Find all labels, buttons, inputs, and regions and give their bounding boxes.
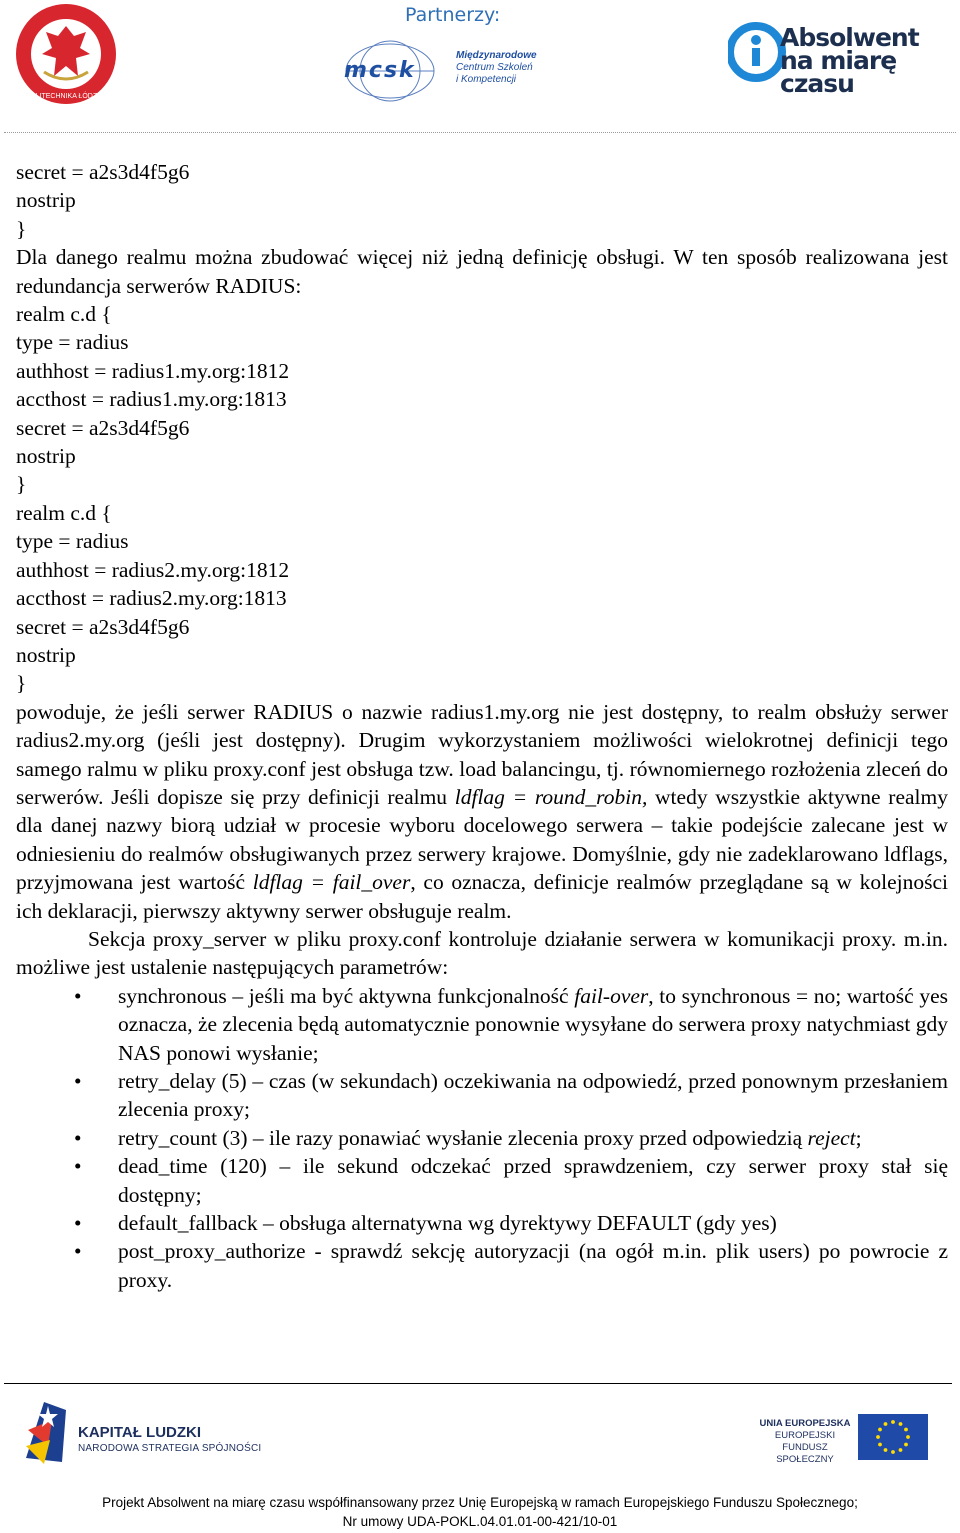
code-line: type = radius xyxy=(16,529,129,554)
absolwent-text xyxy=(780,23,919,98)
logo-ring-text: POLITECHNIKA ŁÓDZKA xyxy=(25,93,107,100)
eu-logo xyxy=(756,1414,931,1465)
para2-italic-1: ldflag = round_robin, xyxy=(454,784,648,809)
list-item xyxy=(16,982,948,1067)
code-line: nostrip xyxy=(16,188,76,213)
para2-text-2: wtedy wszystkie aktywne realmy dla danej nazwy biorą udział w procesie wyboru docelowego serwera – takie podejście zalecane jest w odniesieniu do realmów obsługiwanych przez serwery krajowe. Domyślnie, gdy nie zadeklarowano ldflags, przyjmowana jest wartość xyxy=(16,784,948,895)
eu-star-icon xyxy=(891,1450,895,1454)
code-line: secret = a2s3d4f5g6 xyxy=(16,160,190,184)
code-line: } xyxy=(16,472,27,497)
code-line: authhost = radius2.my.org:1812 xyxy=(16,557,290,582)
kl-subtitle: NARODOWA STRATEGIA SPÓJNOŚCI xyxy=(78,1443,262,1454)
eu-star-icon xyxy=(884,1448,888,1452)
code-line: nostrip xyxy=(16,444,76,469)
list-item-text: reject xyxy=(807,1125,856,1150)
code-line: } xyxy=(16,671,27,696)
eu-star-icon xyxy=(891,1420,895,1424)
header-divider xyxy=(4,132,956,133)
list-item xyxy=(16,1152,948,1209)
eu-line1: UNIA EUROPEJSKA xyxy=(759,1418,851,1429)
eu-flag-icon xyxy=(858,1414,928,1460)
code-block-2 xyxy=(16,300,948,698)
document-body xyxy=(16,158,948,1294)
list-item-text: synchronous – jeśli ma być aktywna funkcjonalność xyxy=(118,983,575,1008)
code-line: accthost = radius2.my.org:1813 xyxy=(16,586,287,611)
list-item-text: fail-over xyxy=(574,983,649,1008)
list-item xyxy=(16,1067,948,1124)
page-header xyxy=(0,0,960,135)
para2-text-1: powoduje, że jeśli serwer RADIUS o nazwie radius1.my.org nie jest dostępny, to realm obsłuży serwer radius2.my.org (jeśli jest dostępny). Drugim wykorzystaniem możliwości wielokrotnej definicji tego samego ralmu w pliku proxy.conf jest obsługa tzw. load balancingu, tj. równomiernego rozłożenia zleceń do serwerów. Jeśli dopisze się przy definicji realmu xyxy=(16,699,948,809)
code-line: secret = a2s3d4f5g6 xyxy=(16,614,190,639)
bullet-icon: • xyxy=(74,1069,82,1093)
absolwent-line1: Absolwent xyxy=(780,23,919,52)
partners-label: Partnerzy: xyxy=(405,4,501,26)
list-item-text: default_fallback – obsługa alternatywna wg dyrektywy DEFAULT (gdy yes) xyxy=(118,1211,777,1236)
eu-star-icon xyxy=(884,1422,888,1426)
footer-line1: Projekt Absolwent na miarę czasu współfinansowany przez Unię Europejską w ramach Europejskiego Funduszu Społecznego; xyxy=(102,1495,858,1510)
eu-line2: EUROPEJSKI xyxy=(774,1430,836,1441)
bullet-icon: • xyxy=(74,1154,82,1179)
absolwent-line2: na miarę xyxy=(780,46,897,75)
kapital-ludzki-logo xyxy=(22,1400,272,1472)
eu-star-icon xyxy=(904,1443,908,1447)
bullet-icon: • xyxy=(74,1211,82,1236)
paragraph-redundancy: Dla danego realmu można zbudować więcej niż jedną definicję obsługi. W ten sposób realizowana jest redundancja serwerów RADIUS: xyxy=(16,245,948,298)
paragraph-proxy-server: Sekcja proxy_server w pliku proxy.conf kontroluje działanie serwera w komunikacji proxy. m.in. możliwe jest ustalenie następujących parametrów: xyxy=(16,926,948,980)
code-line: accthost = radius1.my.org:1813 xyxy=(16,387,287,412)
politechnika-lodzka-logo xyxy=(14,2,118,106)
eu-line3: FUNDUSZ SPOŁECZNY xyxy=(776,1442,834,1465)
list-item xyxy=(16,1124,948,1152)
code-line: } xyxy=(16,216,27,241)
code-line: nostrip xyxy=(16,642,76,667)
eu-text xyxy=(756,1418,854,1466)
para2-italic-2: ldflag = fail_over xyxy=(252,870,411,895)
absolwent-line3: czasu xyxy=(780,69,854,98)
list-item-text: ; xyxy=(855,1125,862,1150)
list-item-text: post_proxy_authorize - sprawdź sekcję autoryzacji (na ogół m.in. plik users) po powrocie z proxy. xyxy=(118,1239,948,1292)
mcsk-subtitle xyxy=(456,50,537,86)
absolwent-logo xyxy=(728,6,953,101)
list-item xyxy=(16,1209,948,1237)
footer-funding-note xyxy=(0,1493,960,1531)
eu-star-icon xyxy=(876,1435,880,1439)
eu-star-icon xyxy=(899,1448,903,1452)
list-item-text: , to synchronous = no; wartość yes oznacza, że zlecenia będą automatycznie ponownie wysyłane do serwera proxy natychmiast gdy NAS ponowi wysłanie; xyxy=(118,983,949,1065)
list-item-text: retry_delay (5) – czas (w sekundach) oczekiwania na odpowiedź, przed ponownym przesłaniem zlecenia proxy; xyxy=(118,1069,948,1122)
parameter-list xyxy=(16,982,948,1294)
mcsk-brand-text: mcsk xyxy=(344,58,416,83)
code-block-1 xyxy=(16,158,948,243)
eu-star-icon xyxy=(904,1428,908,1432)
mcsk-line2: Centrum Szkoleń xyxy=(456,62,533,73)
paragraph-load-balancing xyxy=(16,698,948,925)
bullet-icon: • xyxy=(74,983,82,1008)
list-item-text: retry_count (3) – ile razy ponawiać wysłanie zlecenia proxy przed odpowiedzią xyxy=(118,1125,808,1150)
code-line: authhost = radius1.my.org:1812 xyxy=(16,358,290,383)
code-line: realm c.d { xyxy=(16,500,112,525)
footer-divider xyxy=(4,1383,952,1384)
list-item xyxy=(16,1237,948,1294)
eu-star-icon xyxy=(899,1422,903,1426)
para2-text-3: , co oznacza, definicje realmów przeglądane są w kolejności ich deklaracji, pierwszy aktywny serwer obsługuje realm. xyxy=(16,870,948,923)
code-line: type = radius xyxy=(16,330,129,355)
list-item-text: dead_time (120) – ile sekund odczekać przed sprawdzeniem, czy serwer proxy stał się dostępny; xyxy=(118,1154,948,1207)
mcsk-line1: Międzynarodowe xyxy=(456,50,537,61)
eu-star-icon xyxy=(906,1435,910,1439)
eu-star-icon xyxy=(878,1443,882,1447)
kl-title: KAPITAŁ LUDZKI xyxy=(78,1424,202,1441)
bullet-icon: • xyxy=(74,1125,82,1150)
eu-star-icon xyxy=(878,1428,882,1432)
footer-line2: Nr umowy UDA-POKL.04.01.01-00-421/10-01 xyxy=(342,1514,618,1529)
mcsk-line3: i Kompetencji xyxy=(456,74,517,85)
bullet-icon: • xyxy=(74,1239,82,1264)
code-line: secret = a2s3d4f5g6 xyxy=(16,415,190,440)
mcsk-logo xyxy=(340,38,570,104)
code-line: realm c.d { xyxy=(16,302,112,327)
